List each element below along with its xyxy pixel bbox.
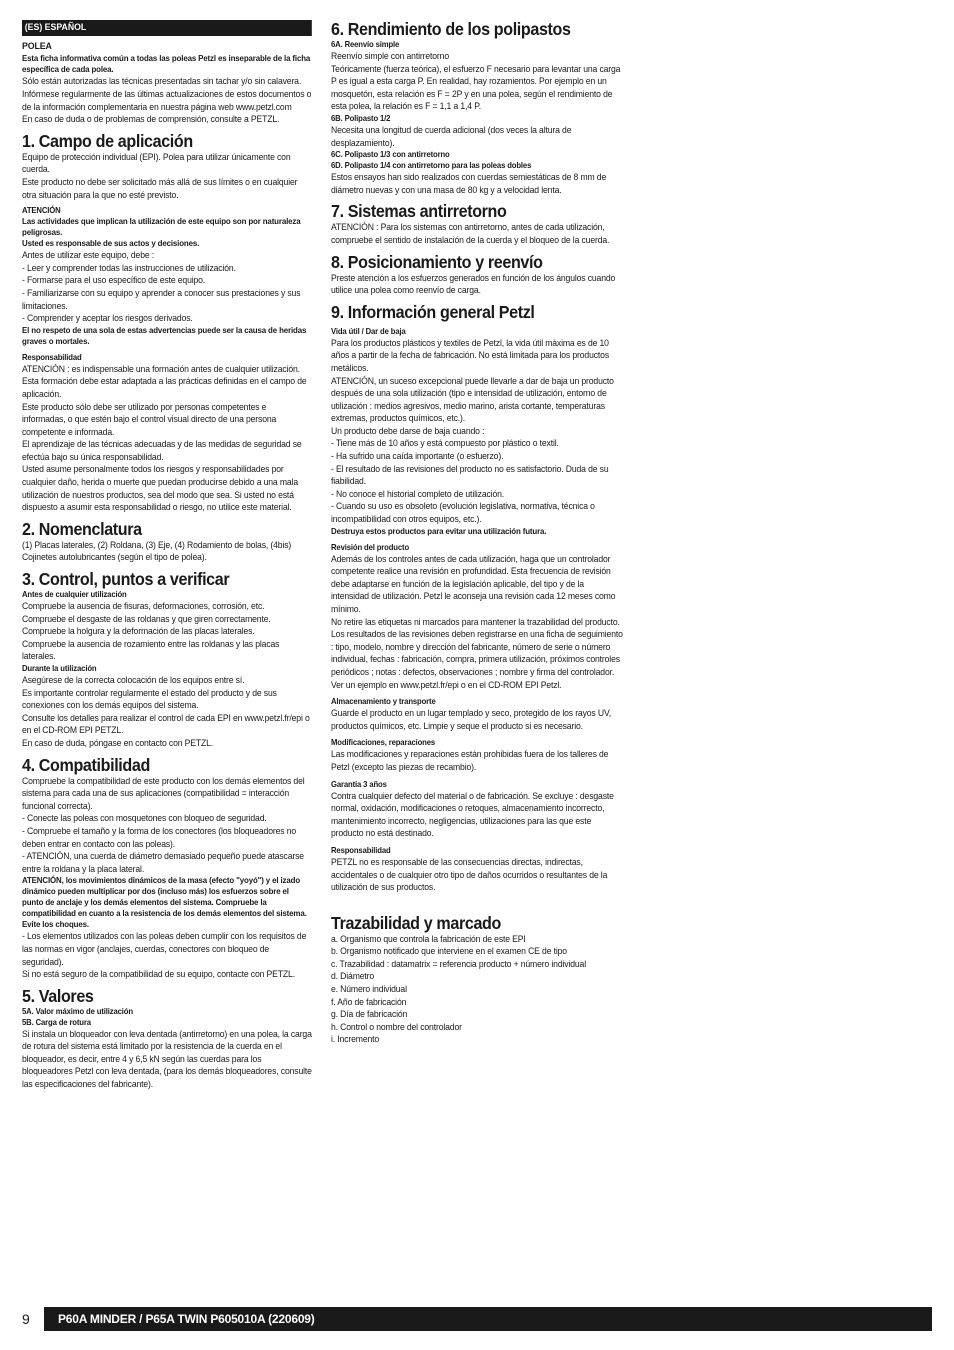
s4-text: - Compruebe el tamaño y la forma de los conectores (los bloqueadores no deben entrar en contacto con las poleas). — [22, 824, 297, 849]
s9-rev-heading: Revisión del producto — [331, 541, 410, 552]
s9-resp-text: PETZL no es responsable de las consecuencias directas, indirectas, accidentales o de cualquier otro tipo de daños ocurridos o resultantes de la utilización de sus productos. — [331, 855, 608, 893]
s1-atencion-heading: ATENCIÓN — [22, 205, 61, 216]
s6-text-d: Estos ensayos han sido realizados con cuerdas semiestáticas de 8 mm de diámetro nuevas y con una masa de 80 kg y a velocidad lenta. — [331, 171, 607, 195]
trace-item: g. Día de fabricación — [331, 1008, 408, 1020]
s9-life-text: - Tiene más de 10 años y está compuesto por plástico o textil. — [331, 437, 559, 449]
section-8-title: 8. Posicionamiento y reenvío — [331, 251, 543, 272]
trace-item: b. Organismo notificado que interviene en el examen CE de tipo — [331, 945, 567, 957]
s3-during-text: Es importante controlar regularmente el estado del producto y de sus conexiones con los demás equipos del sistema. — [22, 686, 277, 711]
trace-item: e. Número individual — [331, 983, 407, 995]
s1-text-2: Este producto no debe ser solicitado más allá de sus límites o en cualquier otra situación para la que no esté previsto. — [22, 175, 298, 200]
polea-text-2: En caso de duda o de problemas de comprensión, consulte a PETZL. — [22, 113, 280, 125]
s3-during-heading: Durante la utilización — [22, 663, 97, 673]
product-reference-bar: P60A MINDER / P65A TWIN P605010A (220609) — [44, 1307, 932, 1331]
s3-before-text: Compruebe la ausencia de rozamiento entre las roldanas y las placas laterales. — [22, 637, 280, 662]
s3-during-text: Consulte los detalles para realizar el control de cada EPI en www.petzl.fr/epi o en el CD-ROM EPI PETZL. — [22, 711, 310, 736]
s1-resp-text: Este producto sólo debe ser utilizado por personas competentes e informadas, o que estén bajo el control visual directo de una persona competente e informada. — [22, 400, 277, 437]
page-footer — [22, 1307, 932, 1331]
s1-resp-text: Usted asume personalmente todos los riesgos y responsabilidades por cualquier daño, herida o muerte que puedan producirse debido a una mala utilización de nuestros productos, sea del modo que sea. Si usted no está dispuesto a asumir esta responsabilidad o riesgo, no utilice este material. — [22, 463, 298, 513]
section-1-title: 1. Campo de aplicación — [22, 130, 193, 151]
language-tab: (ES) ESPAÑOL — [22, 20, 312, 36]
s2-text: (1) Placas laterales, (2) Roldana, (3) Eje, (4) Rodamiento de bolas, (4bis) Cojinetes autolubricantes (según el tipo de polea). — [22, 538, 292, 563]
s9-storage-heading: Almacenamiento y transporte — [331, 696, 436, 707]
right-column — [331, 20, 624, 1046]
s9-warranty-text: Contra cualquier defecto del material o de fabricación. Se excluye : desgaste normal, oxidación, modificaciones o retoques, almacenamiento incorrecto, mantenimiento incorrecto, negligencias, utilizaciones para las que este producto no está destinado. — [331, 789, 614, 839]
s9-warranty-heading: Garantía 3 años — [331, 778, 387, 789]
polea-text-1: Sólo están autorizadas las técnicas presentadas sin tachar y/o sin calavera. Infórmese regularmente de las últimas actualizaciones de estos documentos o de la información complementaria en nuestra página web www.petzl.com — [22, 75, 312, 112]
s6-text-b: Necesita una longitud de cuerda adicional (dos veces la altura de desplazamiento). — [331, 123, 572, 148]
s9-life-text: - No conoce el historial completo de utilización. — [331, 487, 505, 499]
s9-rev-text: No retire las etiquetas ni marcados para mantener la trazabilidad del producto. — [331, 615, 620, 627]
s9-mod-text: Las modificaciones y reparaciones están prohibidas fuera de los talleres de Petzl (excepto las piezas de recambio). — [331, 748, 609, 772]
section-2-title: 2. Nomenclatura — [22, 518, 142, 539]
s1-resp-text: ATENCIÓN : es indispensable una formación antes de cualquier utilización. Esta formación debe estar adaptada a las prácticas definidas en el campo de aplicación. — [22, 362, 307, 399]
polea-heading: POLEA — [22, 41, 52, 52]
s9-mod-heading: Modificaciones, reparaciones — [331, 737, 436, 748]
section-4-title: 4. Compatibilidad — [22, 754, 150, 775]
s6-text-a: Teóricamente (fuerza teórica), el esfuerzo F necesario para levantar una carga P es igual a esta carga P. En realidad, hay rozamientos. Por ejemplo en un mosquetón, esta relación es F = 2P y en una polea, según el rendimiento de esta polea, la relación es F = 1,1 a 1,4 P. — [331, 62, 621, 112]
trace-item: h. Control o nombre del controlador — [331, 1020, 462, 1032]
s3-before-heading: Antes de cualquier utilización — [22, 589, 127, 600]
s4-bold-warning: ATENCIÓN, los movimientos dinámicos de la masa (efecto "yoyó") y el izado dinámico pueden multiplicar por dos (incluso más) los esfuerzos sobre el punto de anclaje y los demás elementos del sistema. Compruebe la compatibilidad en cuanto a la resistencia de los demás elementos del sistema. Evite los choques. — [22, 875, 307, 930]
trace-item: f. Año de fabricación — [331, 995, 407, 1007]
s5-sub-a: 5A. Valor máximo de utilización — [22, 1005, 133, 1016]
s6-sub-b: 6B. Polipasto 1/2 — [331, 112, 391, 123]
trace-item: d. Diámetro — [331, 970, 375, 982]
s9-life-text: - Cuando su uso es obsoleto (evolución legislativa, normativa, técnica o incompatibilidad con otros equipos, etc.). — [331, 500, 595, 525]
section-3-title: 3. Control, puntos a verificar — [22, 569, 230, 590]
s1-atencion-bold-1: Las actividades que implican la utilización de este equipo son por naturaleza peligrosas. — [22, 216, 301, 238]
s9-life-text: Para los productos plásticos y textiles de Petzl, la vida útil máxima es de 10 años a partir de la fecha de fabricación. No está limitada para los productos metálicos. — [331, 336, 609, 373]
s5-text: Si instala un bloqueador con leva dentada (antirretorno) en una polea, la carga de rotura del sistema está limitado por la resistencia de la cuerda en el bloqueador, es decir, entre 4 y 6,5 kN según las cuerdas para los bloqueadores Petzl con leva dentada, (para los demás bloqueadores, consulte las especificaciones del fabricante). — [22, 1027, 312, 1090]
left-column — [22, 20, 312, 1091]
s9-rev-text: Además de los controles antes de cada utilización, haga que un controlador competente realice una revisión en profundidad. Esta frecuencia de revisión debe adaptarse en función de la legislación aplicable, del tipo y de la intensidad de utilización. Petzl le aconseja una revisión cada 12 meses como mínimo. — [331, 552, 616, 614]
s9-life-text: - El resultado de las revisiones del producto no es satisfactorio. Duda de su fiabilidad. — [331, 462, 609, 487]
s3-during-text: Asegúrese de la correcta colocación de los equipos entre sí. — [22, 674, 245, 685]
s9-life-text: ATENCIÓN, un suceso excepcional puede llevarle a dar de baja un producto después de una sola utilización (tipo e intensidad de utilización, entorno de utilización : medios agresivos, medio marino, arista cortante, temperaturas extremas, productos químicos, etc.). — [331, 374, 614, 424]
s4-text: - ATENCIÓN, una cuerda de diámetro demasiado pequeño puede atascarse entre la roldana y la placa lateral. — [22, 850, 304, 874]
s9-storage-text: Guarde el producto en un lugar templado y seco, protegido de los rayos UV, productos químicos, etc. Limpie y seque el producto si es necesario. — [331, 707, 612, 731]
s1-list-item: - Formarse para el uso específico de este equipo. — [22, 274, 206, 286]
trace-item: i. Incremento — [331, 1033, 380, 1045]
section-7-title: 7. Sistemas antirretorno — [331, 201, 507, 222]
s7-text: ATENCIÓN : Para los sistemas con antirretorno, antes de cada utilización, compruebe el sentido de instalación de la cuerda y el bloqueo de la cuerda. — [331, 221, 610, 245]
s6-sub-a: 6A. Reenvío simple — [331, 39, 400, 49]
trace-title: Trazabilidad y marcado — [331, 912, 501, 933]
s3-before-text: Compruebe la ausencia de fisuras, deformaciones, corrosión, etc. — [22, 600, 265, 612]
s1-text-1: Equipo de protección individual (EPI). Polea para utilizar únicamente con cuerda. — [22, 150, 291, 175]
s1-list-item: - Comprender y aceptar los riesgos derivados. — [22, 312, 193, 324]
s6-sub-c: 6C. Polipasto 1/3 con antirretorno — [331, 149, 450, 160]
s3-before-text: Compruebe la holgura y la deformación de las placas laterales. — [22, 625, 255, 637]
s1-warning-bold: El no respeto de una sola de estas advertencias puede ser la causa de heridas graves o mortales. — [22, 324, 307, 346]
s9-life-heading: Vida útil / Dar de baja — [331, 325, 406, 336]
s9-life-text: - Ha sufrido una caída importante (o esfuerzo). — [331, 450, 504, 462]
s4-text2: Si no está seguro de la compatibilidad de su equipo, contacte con PETZL. — [22, 968, 295, 980]
section-5-title: 5. Valores — [22, 985, 94, 1006]
s3-during-text: En caso de duda, póngase en contacto con PETZL. — [22, 736, 214, 748]
s6-sub-d: 6D. Polipasto 1/4 con antirretorno para las poleas dobles — [331, 160, 532, 171]
trace-item: a. Organismo que controla la fabricación de este EPI — [331, 932, 526, 944]
s1-resp-text: El aprendizaje de las técnicas adecuadas y de las medidas de seguridad se efectúa bajo su única responsabilidad. — [22, 438, 302, 462]
s5-sub-b: 5B. Carga de rotura — [22, 1016, 91, 1027]
s6-text-a: Reenvío simple con antirretorno — [331, 50, 449, 61]
s4-text: - Conecte las poleas con mosquetones con bloqueo de seguridad. — [22, 812, 267, 824]
s9-rev-text: Ver un ejemplo en www.petzl.fr/epi o en el CD-ROM EPI Petzl. — [331, 678, 562, 690]
section-6-title: 6. Rendimiento de los polipastos — [331, 19, 571, 39]
s1-list-intro: Antes de utilizar este equipo, debe : — [22, 249, 155, 261]
page-number: 9 — [22, 1311, 30, 1327]
s4-text: Compruebe la compatibilidad de este producto con los demás elementos del sistema para cada una de sus aplicaciones (compatibilidad = interacción funcional correcta). — [22, 774, 305, 811]
s1-list-item: - Leer y comprender todas las instrucciones de utilización. — [22, 261, 236, 273]
s8-text: Preste atención a los esfuerzos generados en función de los ángulos cuando utilice una polea como reenvío de carga. — [331, 271, 616, 296]
section-9-title: 9. Información general Petzl — [331, 301, 535, 322]
s1-atencion-bold-2: Usted es responsable de sus actos y decisiones. — [22, 238, 200, 249]
polea-bold-note: Esta ficha informativa común a todas las poleas Petzl es inseparable de la ficha específica de cada polea. — [22, 53, 311, 75]
s1-list-item: - Familiarizarse con su equipo y aprender a conocer sus prestaciones y sus limitaciones. — [22, 286, 301, 311]
s9-life-bold: Destruya estos productos para evitar una utilización futura. — [331, 525, 547, 536]
s9-resp-heading: Responsabilidad — [331, 844, 391, 855]
s3-before-text: Compruebe el desgaste de las roldanas y que giren correctamente. — [22, 612, 271, 624]
s4-text2: - Los elementos utilizados con las poleas deben cumplir con los requisitos de las normas en vigor (anclajes, cuerdas, conectores con bloqueo de seguridad). — [22, 930, 307, 967]
s9-rev-text: Los resultados de las revisiones deben registrarse en una ficha de seguimiento : tipo, modelo, nombre y dirección del fabricante, número de serie o número individual, fechas : fabricación, compra, primera utilización, próximos controles periódicos ; notas : defectos, observaciones ; nombre y firma del controlador. — [331, 628, 623, 677]
s1-resp-heading: Responsabilidad — [22, 351, 82, 362]
trace-item: c. Trazabilidad : datamatrix = referencia producto + número individual — [331, 957, 586, 969]
s9-life-text: Un producto debe darse de baja cuando : — [331, 424, 485, 436]
